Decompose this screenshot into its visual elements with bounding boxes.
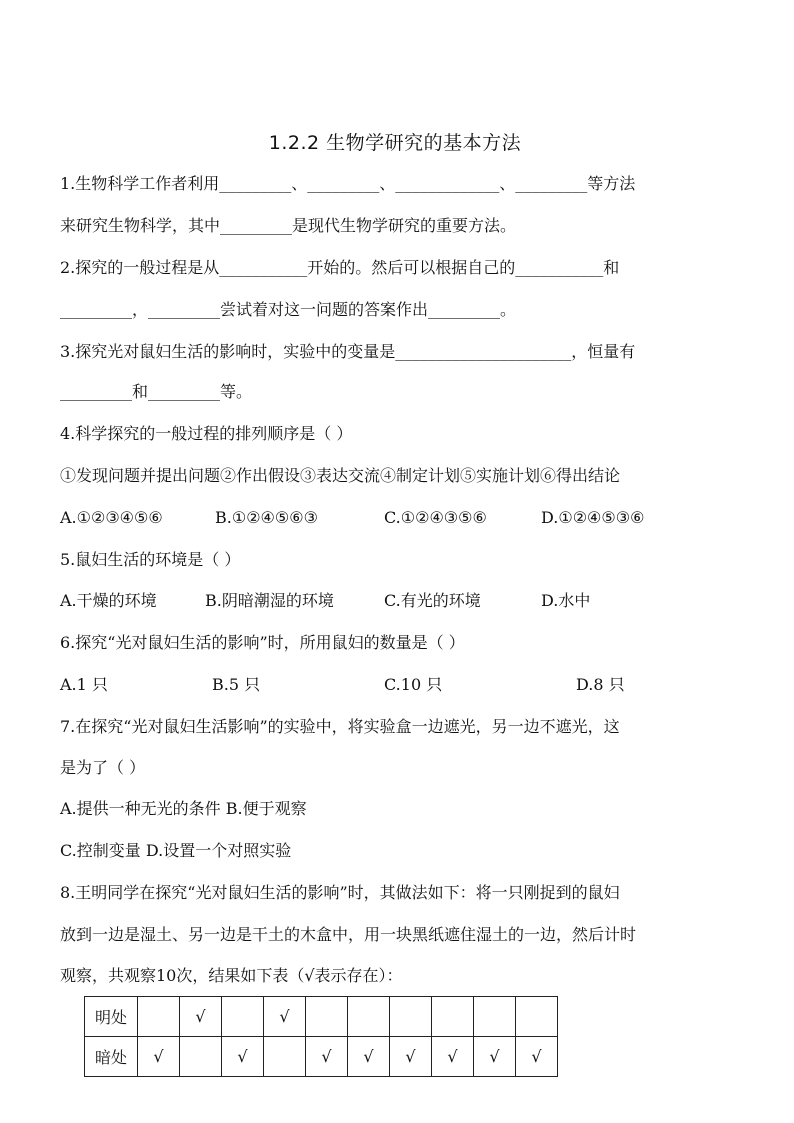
page-title: 1.2.2 生物学研究的基本方法	[268, 132, 522, 154]
table-row-light	[85, 997, 558, 1037]
table-cell	[180, 1037, 222, 1077]
q4-option-c: C.①②④③⑤⑥	[384, 508, 487, 527]
table-cell	[306, 997, 348, 1037]
q2-line-2: _________，_________尝试着对这一问题的答案作出_________。	[60, 300, 517, 319]
table-cell	[390, 997, 432, 1037]
table-cell	[222, 997, 264, 1037]
q5-option-d: D.水中	[541, 591, 591, 610]
table-cell: √	[264, 997, 306, 1037]
q5-option-c: C.有光的环境	[384, 591, 481, 610]
q3-line-1: 3.探究光对鼠妇生活的影响时，实验中的变量是______________________，恒量有	[60, 342, 636, 361]
table-cell: √	[474, 1037, 516, 1077]
table-cell	[516, 997, 558, 1037]
q5-stem: 5.鼠妇生活的环境是（ ）	[60, 550, 241, 569]
q6-option-c: C.10 只	[384, 675, 443, 694]
table-cell	[348, 997, 390, 1037]
q7-stem-line-1: 7.在探究“光对鼠妇生活影响”的实验中，将实验盒一边遮光，另一边不遮光，这	[60, 717, 620, 736]
q4-option-d: D.①②④⑤③⑥	[541, 508, 645, 527]
q4-stem: 4.科学探究的一般过程的排列顺序是（ ）	[60, 424, 353, 443]
row-label-light: 明处	[85, 997, 138, 1037]
table-cell: √	[180, 997, 222, 1037]
table-cell: √	[432, 1037, 474, 1077]
table-cell	[432, 997, 474, 1037]
observation-table	[84, 996, 558, 1077]
q7-options-row-2: C.控制变量 D.设置一个对照实验	[60, 841, 292, 860]
q6-option-d: D.8 只	[576, 675, 625, 694]
q8-line-3: 观察，共观察10次，结果如下表（√表示存在）：	[60, 966, 403, 985]
table-cell: √	[138, 1037, 180, 1077]
table-cell: √	[222, 1037, 264, 1077]
table-cell: √	[306, 1037, 348, 1077]
q6-option-a: A.1 只	[60, 675, 108, 694]
table-cell	[474, 997, 516, 1037]
q4-option-a: A.①②③④⑤⑥	[60, 508, 163, 527]
q8-line-2: 放到一边是湿土、另一边是干土的木盒中，用一块黑纸遮住湿土的一边，然后计时	[60, 925, 637, 944]
q7-stem-line-2: 是为了（ ）	[60, 758, 146, 777]
q1-line-1: 1.生物科学工作者利用_________、_________、_____________、_________等方法	[60, 174, 636, 193]
q7-options-row-1: A.提供一种无光的条件 B.便于观察	[60, 799, 307, 818]
q6-stem: 6.探究“光对鼠妇生活的影响”时，所用鼠妇的数量是（ ）	[60, 633, 465, 652]
q4-steps: ①发现问题并提出问题②作出假设③表达交流④制定计划⑤实施计划⑥得出结论	[60, 466, 621, 485]
q2-line-1: 2.探究的一般过程是从___________开始的。然后可以根据自己的___________和	[60, 258, 620, 277]
q5-option-a: A.干燥的环境	[60, 591, 157, 610]
table-cell	[138, 997, 180, 1037]
q1-line-2: 来研究生物科学，其中_________是现代生物学研究的重要方法。	[60, 216, 517, 235]
row-label-dark: 暗处	[85, 1037, 138, 1077]
table-row-dark	[85, 1037, 558, 1077]
q3-line-2: _________和_________等。	[60, 382, 253, 401]
table-cell: √	[348, 1037, 390, 1077]
q5-option-b: B.阴暗潮湿的环境	[205, 591, 334, 610]
table-cell: √	[516, 1037, 558, 1077]
table-cell	[264, 1037, 306, 1077]
q8-line-1: 8.王明同学在探究“光对鼠妇生活的影响”时，其做法如下：将一只刚捉到的鼠妇	[60, 883, 620, 902]
table-cell: √	[390, 1037, 432, 1077]
q4-option-b: B.①②④⑤⑥③	[215, 508, 318, 527]
q6-option-b: B.5 只	[212, 675, 261, 694]
